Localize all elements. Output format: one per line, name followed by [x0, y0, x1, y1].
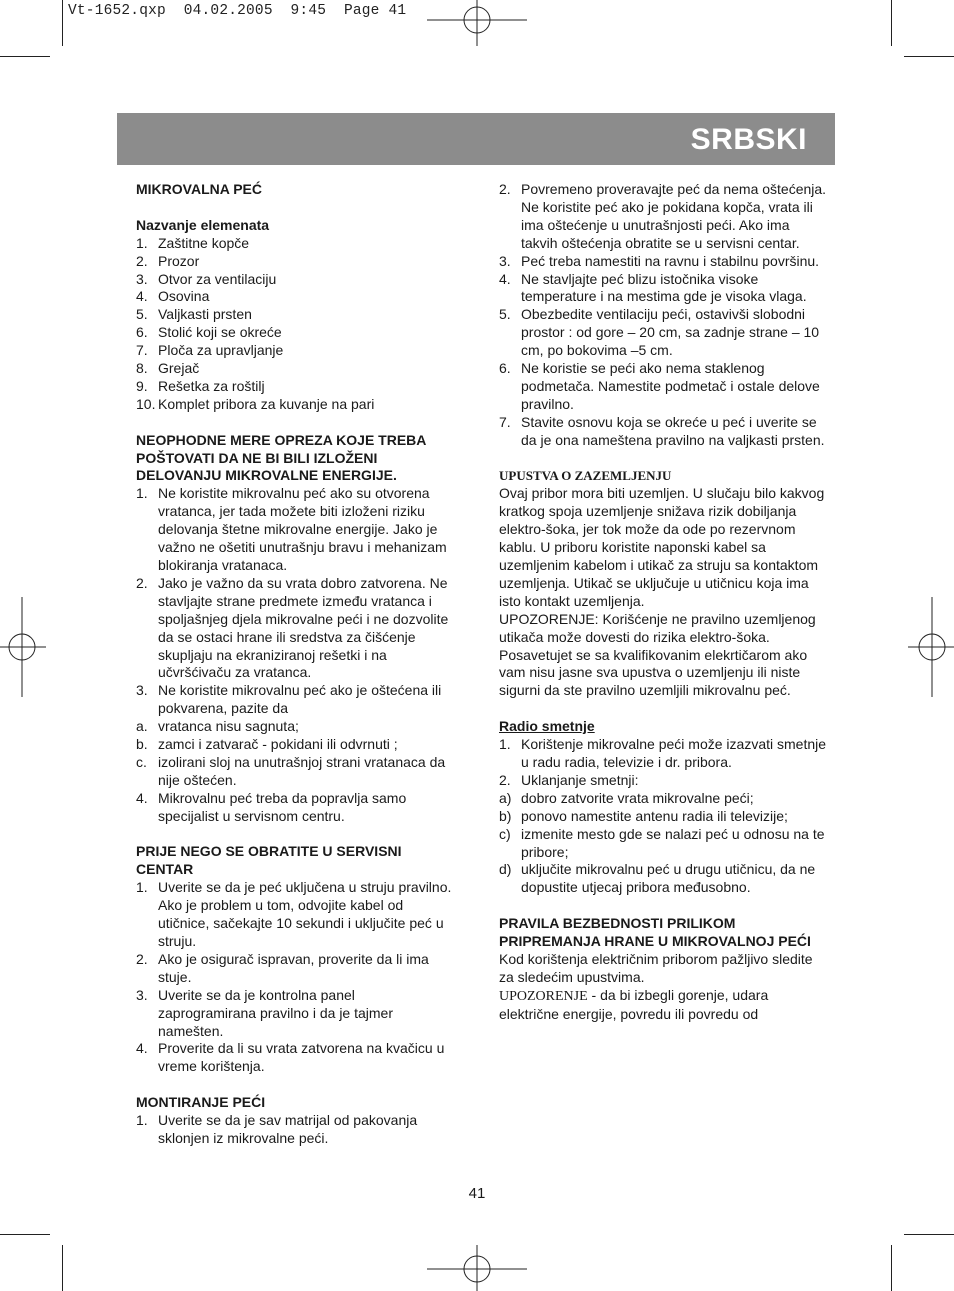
crop-mark [904, 1234, 954, 1235]
list-item-number: 1. [499, 736, 511, 753]
safety-warning-label: UPOZORENJE [499, 988, 588, 1004]
safety-warning-text: - da bi izbegli gorenje, udara električne energije, povredu ili povredu od [499, 986, 769, 1022]
print-file-header: Vt-1652.qxp 04.02.2005 9:45 Page 41 [68, 3, 407, 19]
list-item-number: a. [136, 718, 148, 735]
radio-heading: Radio smetnje [499, 718, 595, 735]
list-item-number: 8. [136, 360, 148, 377]
list-item-text: Uverite se da je sav matrijal od pakovanja sklonjen iz mikrovalne peći. [158, 1112, 418, 1146]
list-item [136, 754, 456, 790]
registration-mark-icon [427, 1245, 527, 1291]
list-item-text: Ne koristie se peći ako nema staklenog podmetača. Namestite podmetač i ostale delove pravilno. [521, 360, 820, 412]
list-item-text: Ne koristite mikrovalnu peć ako je oštećena ili pokvarena, pazite da [158, 682, 442, 717]
list-item [136, 342, 456, 360]
elements-heading: Nazvanje elemenata [136, 216, 270, 233]
service-list [136, 879, 456, 1076]
list-item-text: Ne stavljajte peć blizu istočnika visoke temperature i na mestima gde je visoka vlaga. [521, 270, 807, 305]
list-item [499, 306, 829, 360]
list-item-number: 1. [136, 485, 148, 502]
section-title: MIKROVALNA PEĆ [136, 181, 262, 197]
list-item [136, 306, 456, 324]
mounting-heading: MONTIRANJE PEĆI [136, 1094, 266, 1111]
crop-mark [0, 56, 50, 57]
list-item-text: Povremeno proveravajte peć da nema oštećenja. Ne koristite peć ako je pokidana kopča, vrata ili ima oštećenje u unutrašnjosti peći. Ako ima takvih oštećenja obratite se u servisni centar. [521, 181, 827, 251]
list-item-text: Ako je osigurač ispravan, proverite da li ima stuje. [158, 950, 429, 985]
list-item [499, 861, 829, 897]
list-item-number: a) [499, 789, 512, 806]
registration-mark-icon [427, 0, 527, 46]
list-item-number: 4. [136, 1040, 148, 1057]
list-item [136, 485, 456, 575]
safety-warning [499, 987, 829, 1024]
list-item-text: Ne koristite mikrovalnu peć ako su otvorena vratanca, jer tada možete biti izloženi riziku delovanja štetne mikrovalne energije. Jako je važno ne ošetiti unutrašnju bravu i mehanizam blokiranja vratanaca. [158, 485, 447, 573]
list-item [136, 288, 456, 306]
mounting-list [136, 1112, 456, 1148]
list-item [136, 235, 456, 253]
list-item [136, 682, 456, 718]
list-item-number: 9. [136, 377, 148, 394]
registration-mark-icon [908, 597, 954, 697]
list-item-text: Valjkasti prsten [158, 306, 252, 323]
list-item [136, 1112, 456, 1148]
left-column [136, 181, 456, 1148]
list-item-text: Proverite da li su vrata zatvorena na kvačicu u vreme korištenja. [158, 1040, 445, 1075]
crop-mark [0, 1234, 50, 1235]
banner-title: SRBSKI [690, 123, 807, 156]
list-item-text: Stavite osnovu koja se okreće u peć i uverite se da je ona nameštena pravilno na valjkasti prsten. [521, 413, 825, 448]
list-item-text: Prozor [158, 252, 200, 269]
crop-mark [62, 1245, 63, 1291]
list-item-number: 2. [136, 950, 148, 967]
list-item-number: 3. [136, 270, 148, 287]
list-item-number: 4. [499, 270, 511, 287]
list-item-number: 3. [136, 986, 148, 1003]
radio-list [499, 736, 829, 897]
list-item [136, 253, 456, 271]
grounding-advice: Posavetujet se sa kvalifikovanim elekrtičarom ako vam nisu jasne sva upustva o uzemljenju ili niste sigurni da ste pravilno uzemljili mikrovalnu peć. [499, 646, 808, 699]
list-item [499, 772, 829, 790]
list-item-text: vratanca nisu sagnuta; [158, 718, 299, 735]
precautions-heading: NEOPHODNE MERE OPREZA KOJE TREBA POŠTOVATI DA NE BI BILI IZLOŽENI DELOVANJU MIKROVALNE ENERGIJE. [136, 431, 426, 484]
list-item [499, 736, 829, 772]
list-item [136, 1040, 456, 1076]
right-column [499, 181, 829, 1024]
list-item-text: Otvor za ventilaciju [158, 270, 277, 287]
list-item-number: 3. [136, 682, 148, 699]
list-item-text: Uverite se da je kontrolna panel zaprogramirana pravilno i da je tajmer namešten. [158, 986, 393, 1039]
list-item-number: b. [136, 736, 148, 753]
list-item [136, 575, 456, 682]
list-item-number: 1. [136, 879, 148, 896]
list-item-number: 10. [136, 395, 156, 412]
list-item-number: 7. [136, 342, 148, 359]
list-item-text: izolirani sloj na unutrašnjoj strani vratanaca da nije oštećen. [158, 753, 446, 788]
list-item [136, 360, 456, 378]
crop-mark [891, 0, 892, 46]
list-item-number: c) [499, 825, 511, 842]
list-item-number: 6. [136, 324, 148, 341]
list-item-number: 1. [136, 234, 148, 251]
list-item-number: 6. [499, 360, 511, 377]
list-item-text: Stolić koji se okreće [158, 324, 282, 341]
service-heading: PRIJE NEGO SE OBRATITE U SERVISNI CENTAR [136, 843, 402, 878]
list-item-number: 2. [499, 771, 511, 788]
mounting-list-continued [499, 181, 829, 450]
list-item [499, 826, 829, 862]
crop-mark [62, 0, 63, 46]
list-item-text: Korištenje mikrovalne peći može izazvati smetnje u radu radia, televizie i dr. pribora. [521, 736, 827, 770]
list-item [136, 718, 456, 736]
list-item-text: Rešetka za roštilj [158, 377, 265, 394]
list-item-text: Zaštitne kopče [158, 234, 250, 251]
list-item-text: Uverite se da je peć uključena u struju pravilno. Ako je problem u tom, odvojite kabel od utičnice, sačekajte 10 sekundi i uključite peć u struju. [158, 879, 452, 950]
list-item [499, 414, 829, 450]
list-item [499, 360, 829, 414]
list-item-number: c. [136, 753, 147, 770]
safety-text: Kod korištenja električnim priborom pažljivo sledite za sledećim upustvima. [499, 950, 813, 985]
list-item [499, 253, 829, 271]
list-item-number: 5. [136, 306, 148, 323]
grounding-warning: UPOZORENJE: Korišćenje ne pravilno uzemljenog utikača može dovesti do rizika elektro-šoka. [499, 610, 816, 645]
list-item-text: Ploča za upravljanje [158, 342, 284, 359]
list-item-number: 3. [499, 252, 511, 269]
list-item [136, 790, 456, 826]
list-item-number: 5. [499, 306, 511, 323]
list-item-number: 2. [136, 574, 148, 591]
list-item-text: Mikrovalnu peć treba da popravlja samo specijalist u servisnom centru. [158, 789, 407, 824]
language-banner [117, 113, 835, 165]
list-item [136, 378, 456, 396]
precautions-list [136, 485, 456, 825]
list-item-number: 4. [136, 288, 148, 305]
list-item [499, 790, 829, 808]
list-item-number: 4. [136, 789, 148, 806]
list-item-text: ponovo namestite antenu radia ili televizije; [521, 807, 788, 824]
list-item-text: dobro zatvorite vrata mikrovalne peći; [521, 789, 754, 806]
list-item-text: Uklanjanje smetnji: [521, 771, 639, 788]
list-item-number: 1. [136, 1112, 148, 1129]
list-item-text: Osovina [158, 288, 210, 305]
list-item [136, 396, 456, 414]
list-item-text: izmenite mesto gde se nalazi peć u odnosu na te pribore; [521, 825, 825, 860]
crop-mark [891, 1245, 892, 1291]
list-item [136, 271, 456, 289]
list-item [136, 987, 456, 1041]
safety-heading: PRAVILA BEZBEDNOSTI PRILIKOM PRIPREMANJA HRANE U MIKROVALNOJ PEĆI [499, 915, 811, 950]
list-item [136, 951, 456, 987]
list-item-number: b) [499, 807, 512, 824]
list-item-text: Peć treba namestiti na ravnu i stabilnu površinu. [521, 252, 820, 269]
grounding-heading: UPUSTVA O ZAZEMLJENJU [499, 468, 672, 484]
list-item [136, 324, 456, 342]
list-item-text: zamci i zatvarač - pokidani ili odvrnuti ; [158, 736, 398, 753]
list-item [499, 271, 829, 307]
list-item-number: 7. [499, 413, 511, 430]
crop-mark [904, 56, 954, 57]
list-item [136, 879, 456, 951]
list-item-number: 2. [136, 252, 148, 269]
list-item-text: Komplet pribora za kuvanje na pari [158, 395, 375, 412]
list-item-number: d) [499, 861, 512, 878]
registration-mark-icon [0, 597, 46, 697]
list-item-text: Jako je važno da su vrata dobro zatvorena. Ne stavljajte strane predmete između vratanca i spoljašnjeg djela mikrovalne peći i ne dozvolite da se ostaci hrane ili sredstva za čišćenje skupljaju na ekraniziranoj rešetki i na učvršćivaču za vratanca. [158, 574, 449, 681]
list-item-text: Grejač [158, 360, 200, 377]
grounding-text: Ovaj pribor mora biti uzemljen. U slučaju bilo kakvog kratkog spoja uzemljenje snižava rizik dobiljanja elektro-šoka, jer tok može da ode po rezervnom kablu. U priboru koristite naponski kabel sa uzemljenim kabelom i utikač za struju sa kontaktom uzemljenja. Utikač se uključuje u utičnicu koja ima isto kontakt uzemljenja. [499, 485, 825, 609]
list-item-number: 2. [499, 181, 511, 197]
elements-list [136, 235, 456, 414]
list-item-text: Obezbedite ventilaciju peći, ostavivši slobodni prostor : od gore – 20 cm, sa zadnje strane – 10 cm, po bokovima –5 cm. [521, 306, 820, 359]
list-item [499, 808, 829, 826]
page-number: 41 [468, 1185, 486, 1202]
list-item [136, 736, 456, 754]
list-item [499, 181, 829, 253]
list-item-text: uključite mikrovalnu peć u drugu utičnicu, da ne dopustite utjecaj pribora međusobno. [521, 861, 816, 896]
